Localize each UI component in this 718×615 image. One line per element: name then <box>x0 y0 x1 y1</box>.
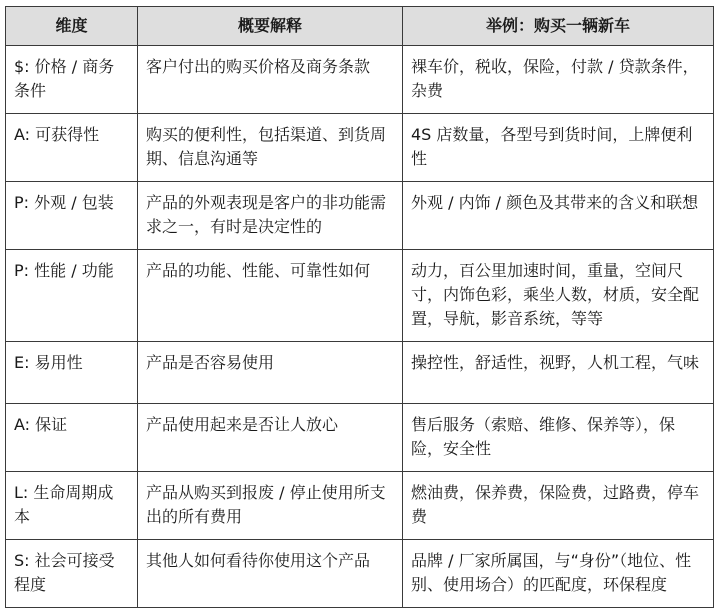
cell-example: 操控性，舒适性，视野，人机工程，气味 <box>403 342 714 404</box>
cell-example: 4S 店数量，各型号到货时间，上牌便利性 <box>403 114 714 182</box>
table-body <box>6 46 714 608</box>
table-row <box>6 46 714 114</box>
header-example: 举例：购买一辆新车 <box>403 7 714 46</box>
cell-example: 品牌 / 厂家所属国，与“身份”（地位、性别、使用场合）的匹配度，环保程度 <box>403 540 714 608</box>
table-row <box>6 114 714 182</box>
cell-example: 裸车价，税收，保险，付款 / 贷款条件，杂费 <box>403 46 714 114</box>
table-row <box>6 250 714 342</box>
cell-explanation: 购买的便利性，包括渠道、到货周期、信息沟通等 <box>138 114 403 182</box>
table-row <box>6 540 714 608</box>
header-dimension: 维度 <box>6 7 138 46</box>
header-explanation: 概要解释 <box>138 7 403 46</box>
cell-dimension: P: 外观 / 包装 <box>6 182 138 250</box>
cell-explanation: 产品是否容易使用 <box>138 342 403 404</box>
cell-explanation: 其他人如何看待你使用这个产品 <box>138 540 403 608</box>
cell-dimension: A: 可获得性 <box>6 114 138 182</box>
cell-explanation: 客户付出的购买价格及商务条款 <box>138 46 403 114</box>
cell-dimension: S: 社会可接受程度 <box>6 540 138 608</box>
cell-explanation: 产品的功能、性能、可靠性如何 <box>138 250 403 342</box>
table-row <box>6 472 714 540</box>
cell-dimension: A: 保证 <box>6 404 138 472</box>
table-row <box>6 342 714 404</box>
cell-explanation: 产品从购买到报废 / 停止使用所支出的所有费用 <box>138 472 403 540</box>
cell-dimension: E: 易用性 <box>6 342 138 404</box>
cell-explanation: 产品的外观表现是客户的非功能需求之一，有时是决定性的 <box>138 182 403 250</box>
cell-dimension: $: 价格 / 商务条件 <box>6 46 138 114</box>
table-row <box>6 182 714 250</box>
cell-example: 燃油费，保养费，保险费，过路费，停车费 <box>403 472 714 540</box>
cell-dimension: L: 生命周期成本 <box>6 472 138 540</box>
cell-dimension: P: 性能 / 功能 <box>6 250 138 342</box>
table-header <box>6 7 714 46</box>
header-row <box>6 7 714 46</box>
comparison-table <box>5 6 714 608</box>
cell-explanation: 产品使用起来是否让人放心 <box>138 404 403 472</box>
cell-example: 外观 / 内饰 / 颜色及其带来的含义和联想 <box>403 182 714 250</box>
cell-example: 售后服务（索赔、维修、保养等），保险，安全性 <box>403 404 714 472</box>
table-row <box>6 404 714 472</box>
cell-example: 动力，百公里加速时间，重量，空间尺寸，内饰色彩，乘坐人数，材质，安全配置，导航，影音系统，等等 <box>403 250 714 342</box>
